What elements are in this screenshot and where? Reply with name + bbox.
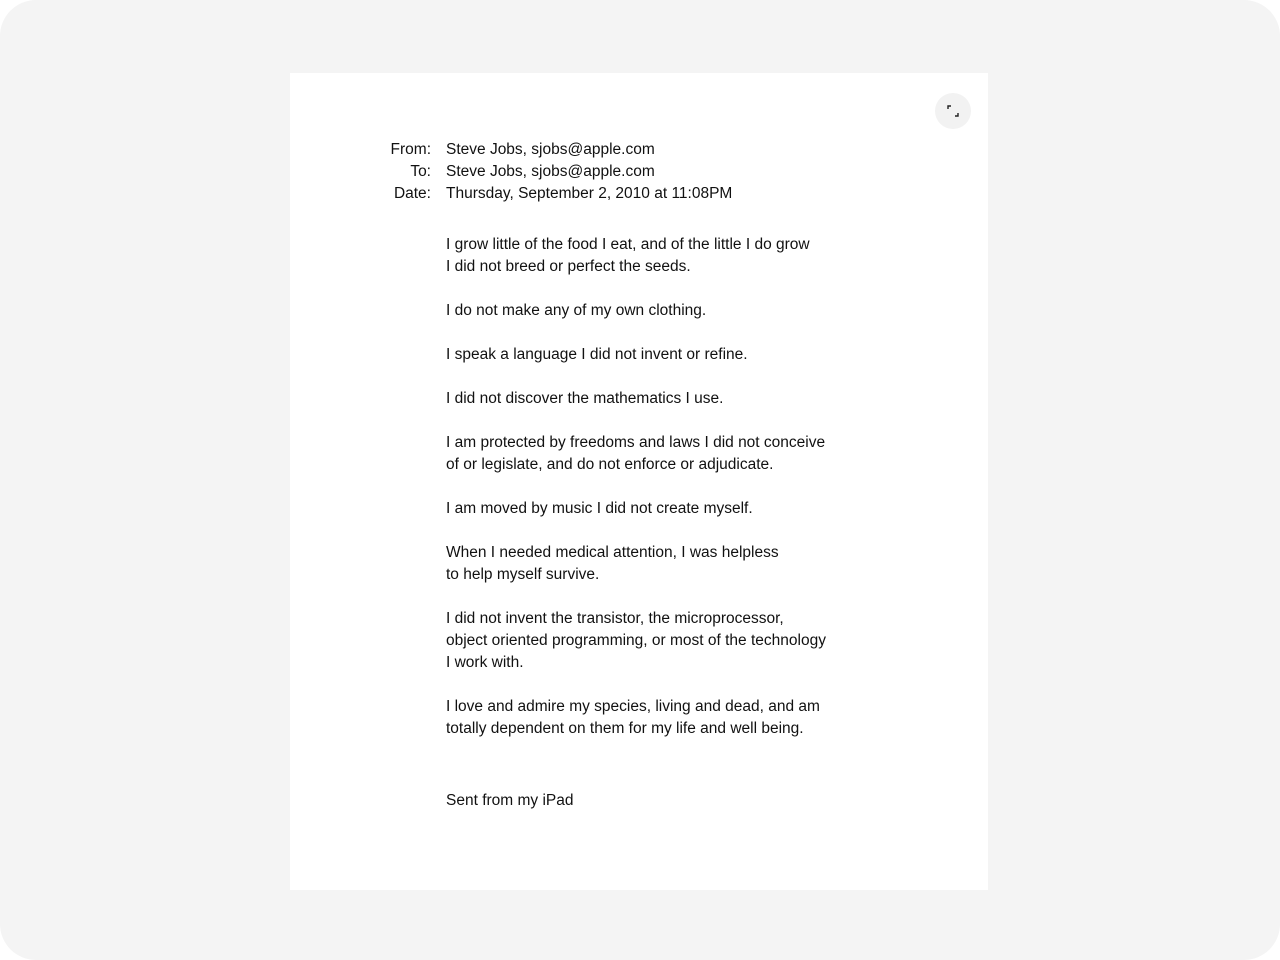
paragraph-line: I did not breed or perfect the seeds. <box>446 258 691 275</box>
paragraph-line: I love and admire my species, living and dead, and am <box>446 698 820 715</box>
paragraph-line: I speak a language I did not invent or refine. <box>446 346 748 363</box>
paragraph-line: I did not invent the transistor, the microprocessor, <box>446 610 784 627</box>
paragraph-line: of or legislate, and do not enforce or adjudicate. <box>446 456 774 473</box>
expand-button[interactable] <box>935 93 971 129</box>
email-paragraph <box>446 498 866 520</box>
paragraph-line: I am protected by freedoms and laws I did not conceive <box>446 434 826 451</box>
email-paragraph <box>446 696 866 740</box>
paragraph-line: When I needed medical attention, I was helpless <box>446 544 779 561</box>
email-paragraph <box>446 432 866 476</box>
paragraph-line: object oriented programming, or most of the technology <box>446 632 826 649</box>
paragraph-line: to help myself survive. <box>446 566 600 583</box>
to-value: Steve Jobs, sjobs@apple.com <box>446 163 655 180</box>
email-signature: Sent from my iPad <box>446 792 574 809</box>
from-value: Steve Jobs, sjobs@apple.com <box>446 141 655 158</box>
paragraph-line: totally dependent on them for my life and well being. <box>446 720 804 737</box>
paragraph-line: I do not make any of my own clothing. <box>446 302 707 319</box>
paragraph-line: I am moved by music I did not create myself. <box>446 500 753 517</box>
header-from-row <box>290 139 988 161</box>
to-label: To: <box>410 163 431 180</box>
header-to-row <box>290 161 988 183</box>
email-body <box>446 234 866 762</box>
email-document <box>290 73 988 890</box>
email-header <box>290 139 988 205</box>
paragraph-line: I did not discover the mathematics I use. <box>446 390 724 407</box>
date-value: Thursday, September 2, 2010 at 11:08PM <box>446 185 733 202</box>
email-paragraph <box>446 608 866 674</box>
expand-icon <box>947 105 959 117</box>
from-label: From: <box>390 141 431 158</box>
email-paragraph <box>446 300 866 322</box>
header-date-row <box>290 183 988 205</box>
email-paragraph <box>446 344 866 366</box>
email-paragraph <box>446 388 866 410</box>
paragraph-line: I grow little of the food I eat, and of the little I do grow <box>446 236 810 253</box>
paragraph-line: I work with. <box>446 654 524 671</box>
email-paragraph <box>446 234 866 278</box>
email-paragraph <box>446 542 866 586</box>
date-label: Date: <box>393 185 431 202</box>
